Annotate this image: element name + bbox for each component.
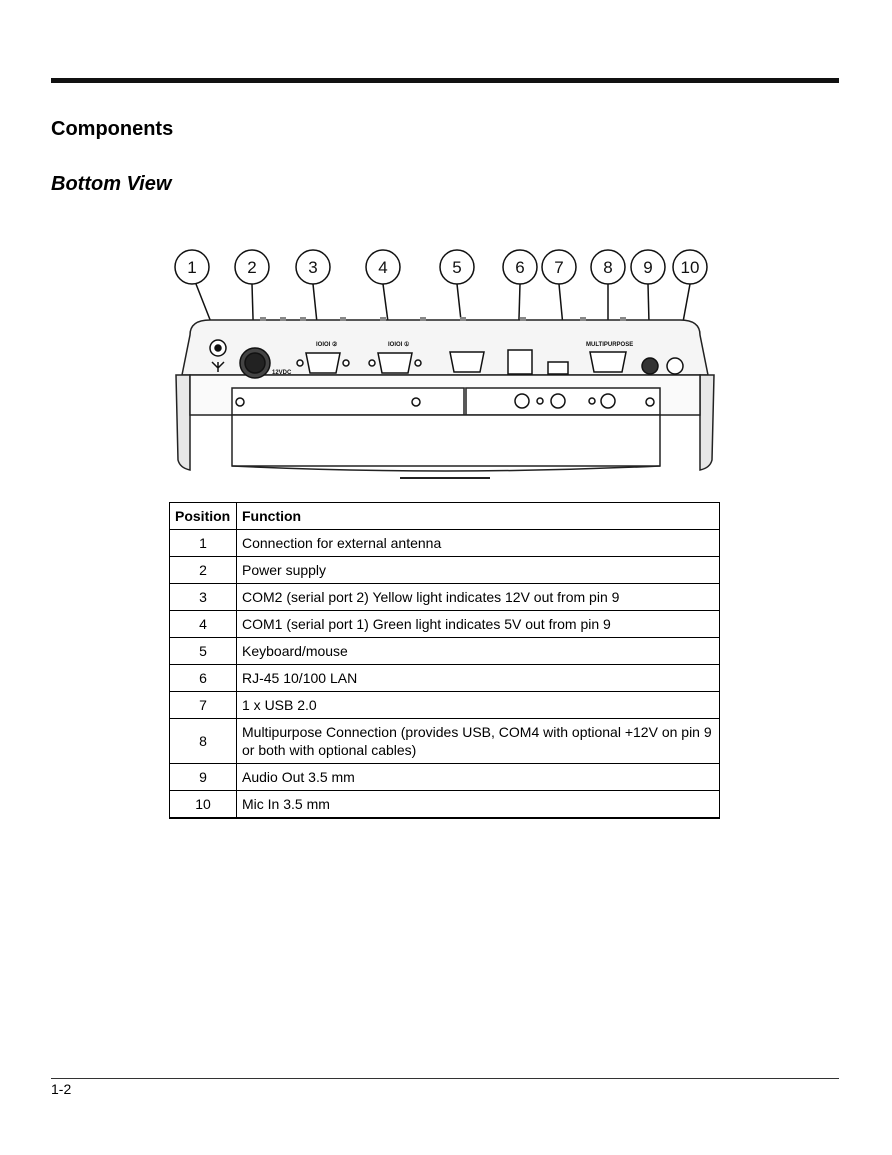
table-header-row xyxy=(170,503,720,530)
position-cell: 1 xyxy=(170,530,237,557)
table-row xyxy=(170,665,720,692)
footer-rule xyxy=(51,1078,839,1079)
table-row xyxy=(170,638,720,665)
position-cell: 4 xyxy=(170,611,237,638)
callout-1: 1 xyxy=(187,258,197,277)
table-row xyxy=(170,530,720,557)
components-table xyxy=(169,502,720,819)
position-cell: 6 xyxy=(170,665,237,692)
function-cell: COM1 (serial port 1) Green light indicates 5V out from pin 9 xyxy=(237,611,720,638)
position-cell: 3 xyxy=(170,584,237,611)
callout-10: 10 xyxy=(680,258,700,277)
header-function: Function xyxy=(237,503,720,530)
callout-6: 6 xyxy=(515,258,525,277)
function-line-2: or both with optional cables) xyxy=(242,742,417,758)
section-title: Components xyxy=(51,118,174,140)
top-rule xyxy=(51,78,839,83)
table-row xyxy=(170,791,720,819)
position-cell: 8 xyxy=(170,719,237,764)
function-cell: Power supply xyxy=(237,557,720,584)
table-row xyxy=(170,611,720,638)
position-cell: 7 xyxy=(170,692,237,719)
position-cell: 10 xyxy=(170,791,237,819)
callout-9: 9 xyxy=(643,258,653,277)
function-cell: Mic In 3.5 mm xyxy=(237,791,720,819)
header-position: Position xyxy=(170,503,237,530)
page-number: 1-2 xyxy=(51,1081,72,1097)
table-row xyxy=(170,584,720,611)
function-cell: Connection for external antenna xyxy=(237,530,720,557)
function-cell: 1 x USB 2.0 xyxy=(237,692,720,719)
callout-7: 7 xyxy=(554,258,564,277)
table-row xyxy=(170,764,720,791)
table-row xyxy=(170,719,720,764)
callout-3: 3 xyxy=(308,258,318,277)
position-cell: 9 xyxy=(170,764,237,791)
callout-2: 2 xyxy=(247,258,257,277)
com2-label: IOIOI ② xyxy=(316,342,338,348)
function-line-1: Multipurpose Connection (provides USB, COM4 with optional +12V on pin 9 xyxy=(242,724,712,740)
function-cell: Audio Out 3.5 mm xyxy=(237,764,720,791)
function-cell: COM2 (serial port 2) Yellow light indicates 12V out from pin 9 xyxy=(237,584,720,611)
device-bottom-view-figure xyxy=(160,240,730,485)
function-cell: RJ-45 10/100 LAN xyxy=(237,665,720,692)
voltage-label: 12VDC xyxy=(272,370,292,376)
callout-4: 4 xyxy=(378,258,388,277)
table-row xyxy=(170,557,720,584)
function-cell xyxy=(237,719,720,764)
multipurpose-label: MULTIPURPOSE xyxy=(586,342,634,348)
callout-5: 5 xyxy=(452,258,462,277)
position-cell: 2 xyxy=(170,557,237,584)
function-cell: Keyboard/mouse xyxy=(237,638,720,665)
callout-8: 8 xyxy=(603,258,613,277)
position-cell: 5 xyxy=(170,638,237,665)
table-row xyxy=(170,692,720,719)
com1-label: IOIOI ① xyxy=(388,342,410,348)
subsection-title: Bottom View xyxy=(51,173,172,195)
